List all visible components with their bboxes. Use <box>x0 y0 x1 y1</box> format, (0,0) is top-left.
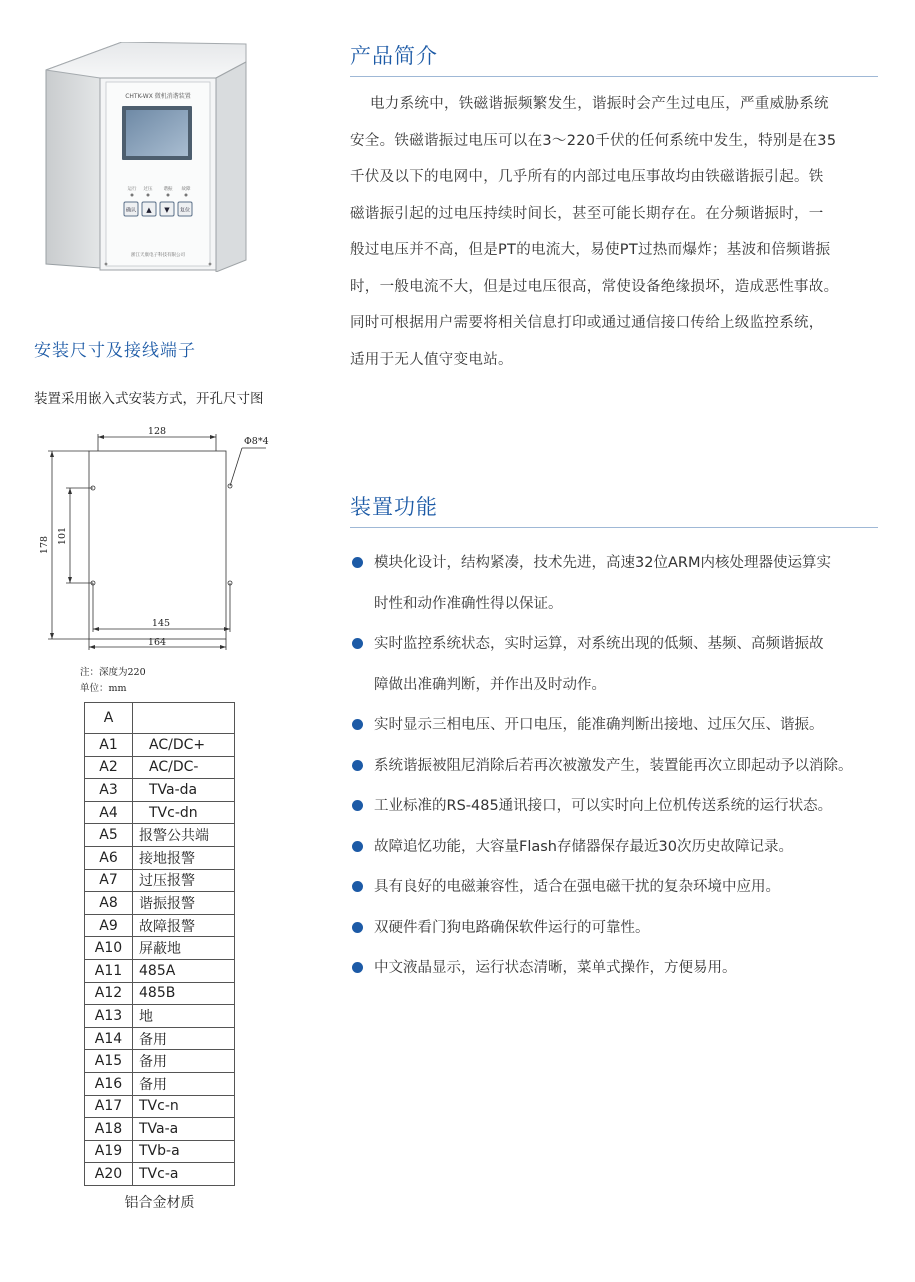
intro-line: 千伏及以下的电网中，几乎所有的内部过电压事故均由铁磁谐振引起。铁 <box>350 169 824 185</box>
intro-line: 同时可根据用户需要将相关信息打印或通过通信接口传给上级监控系统， <box>350 315 824 331</box>
table-row: A13 地 <box>85 1005 235 1028</box>
function-item: 双硬件看门狗电路确保软件运行的可靠性。 <box>352 908 912 949</box>
function-item: 故障追忆功能，大容量Flash存储器保存最近30次历史故障记录。 <box>352 827 912 868</box>
svg-text:运行: 运行 <box>127 187 137 192</box>
table-row: A14 备用 <box>85 1027 235 1050</box>
function-item: 实时监控系统状态，实时运算，对系统出现的低频、基频、高频谐振故 障做出准确判断，并作出及时动作。 <box>352 624 912 705</box>
bullet-icon <box>352 881 363 892</box>
table-row: A10 屏蔽地 <box>85 937 235 960</box>
install-desc: 装置采用嵌入式安装方式，开孔尺寸图 <box>34 391 264 407</box>
functions-list <box>352 543 912 989</box>
bullet-icon <box>352 922 363 933</box>
intro-line: 时，一般电流不大，但是过电压很高，常使设备绝缘损坏，造成恶性事故。 <box>350 278 839 295</box>
table-row: A3 TVa-da <box>85 779 235 802</box>
note-unit: 单位：mm <box>80 683 127 694</box>
note-depth: 注：深度为220 <box>80 667 146 678</box>
table-row: A17 TVc-n <box>85 1095 235 1118</box>
install-title: 安装尺寸及接线端子 <box>34 341 196 361</box>
intro-line: 安全。铁磁谐振过电压可以在3～220千伏的任何系统中发生，特别是在35 <box>350 132 837 149</box>
bullet-icon <box>352 638 363 649</box>
table-row: A5 报警公共端 <box>85 824 235 847</box>
dim-left-inner: 101 <box>57 526 68 546</box>
svg-text:确认: 确认 <box>125 207 137 214</box>
bullet-icon <box>352 800 363 811</box>
function-item: 具有良好的电磁兼容性，适合在强电磁干扰的复杂环境中应用。 <box>352 867 912 908</box>
dim-bottom-outer: 164 <box>147 637 167 648</box>
bullet-icon <box>352 719 363 730</box>
dim-top: 128 <box>147 426 167 437</box>
function-item: 实时显示三相电压、开口电压，能准确判断出接地、过压欠压、谐振。 <box>352 705 912 746</box>
material-caption: 铝合金材质 <box>124 1195 195 1211</box>
bullet-icon <box>352 557 363 568</box>
intro-line: 般过电压并不高，但是PT的电流大，易使PT过热而爆炸；基波和倍频谐振 <box>350 242 831 258</box>
function-item: 系统谐振被阻尼消除后若再次被激发产生，装置能再次立即起动予以消除。 <box>352 746 912 787</box>
functions-title: 装置功能 <box>350 495 438 519</box>
table-row: A20 TVc-a <box>85 1163 235 1186</box>
bullet-icon <box>352 841 363 852</box>
device-maker-label: 浙江天康电子科技有限公司 <box>131 253 185 258</box>
table-row: A6 接地报警 <box>85 846 235 869</box>
dim-bottom-inner: 145 <box>151 618 171 629</box>
table-row: A16 备用 <box>85 1072 235 1095</box>
table-row: A8 谐振报警 <box>85 892 235 915</box>
svg-text:复位: 复位 <box>179 207 191 214</box>
table-row: A9 故障报警 <box>85 914 235 937</box>
table-row: A15 备用 <box>85 1050 235 1073</box>
svg-text:▲: ▲ <box>146 206 152 214</box>
cutout-drawing <box>30 420 290 660</box>
svg-text:过压: 过压 <box>143 187 153 192</box>
svg-text:▼: ▼ <box>164 206 170 214</box>
intro-title: 产品简介 <box>350 44 438 68</box>
table-row: A11 485A <box>85 959 235 982</box>
table-row: A7 过压报警 <box>85 869 235 892</box>
function-item: 模块化设计，结构紧凑，技术先进，高速32位ARM内核处理器使运算实 时性和动作准确性得以保证。 <box>352 543 912 624</box>
intro-rule <box>350 76 878 77</box>
device-model-label: CHTK-WX 微机消谐装置 <box>125 93 191 100</box>
intro-line: 磁谐振引起的过电压持续时间长，甚至可能长期存在。在分频谐振时，一 <box>350 205 824 222</box>
function-item: 中文液晶显示，运行状态清晰，菜单式操作，方便易用。 <box>352 948 912 989</box>
table-row: A2 AC/DC- <box>85 756 235 779</box>
table-header-row <box>85 703 235 734</box>
table-row: A4 TVc-dn <box>85 801 235 824</box>
svg-text:故障: 故障 <box>181 187 191 192</box>
function-item: 工业标准的RS-485通讯接口，可以实时向上位机传送系统的运行状态。 <box>352 786 912 827</box>
functions-rule <box>350 527 878 528</box>
intro-line: 电力系统中，铁磁谐振频繁发生，谐振时会产生过电压，严重威胁系统 <box>370 96 829 112</box>
table-row: A12 485B <box>85 982 235 1005</box>
table-row: A18 TVa-a <box>85 1118 235 1141</box>
dim-hole: Φ8*4 <box>244 436 269 447</box>
terminal-table <box>84 702 235 1186</box>
intro-paragraph <box>350 86 900 378</box>
device-photo <box>40 42 250 272</box>
table-header: A <box>85 703 133 734</box>
table-row: A1 AC/DC+ <box>85 734 235 757</box>
table-row: A19 TVb-a <box>85 1140 235 1163</box>
bullet-icon <box>352 760 363 771</box>
svg-text:谐振: 谐振 <box>163 187 173 192</box>
dim-left-outer: 178 <box>39 535 50 555</box>
intro-line: 适用于无人值守变电站。 <box>350 351 513 368</box>
bullet-icon <box>352 962 363 973</box>
